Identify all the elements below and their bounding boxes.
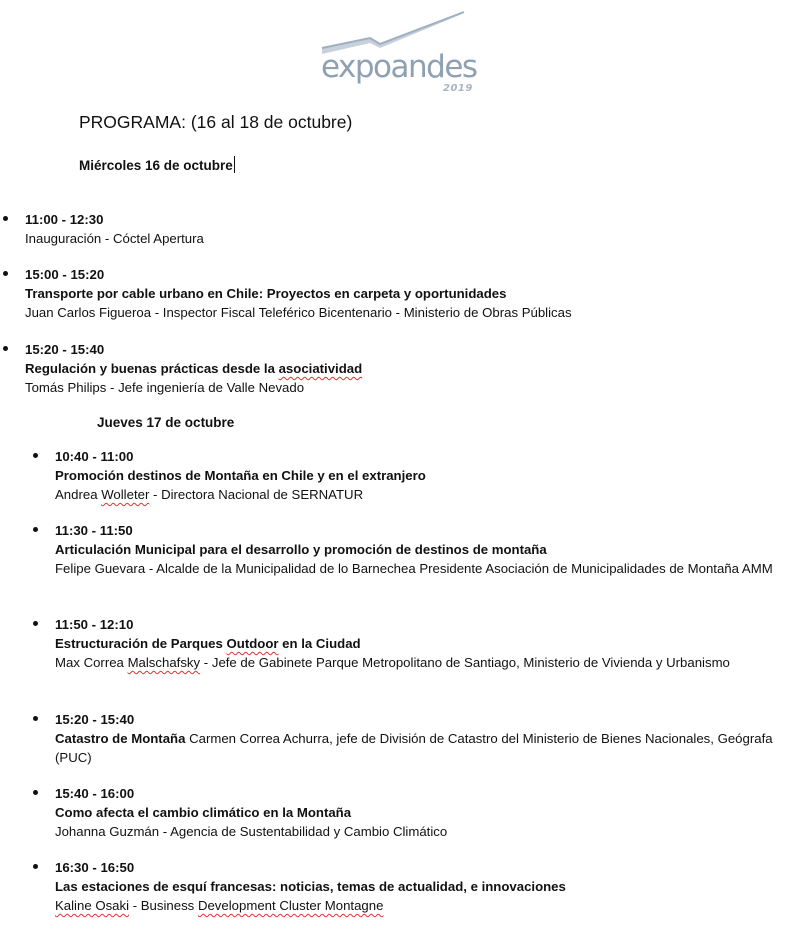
item-title: Transporte por cable urbano en Chile: Proyectos en carpeta y oportunidades xyxy=(25,286,507,301)
bullet-icon xyxy=(33,621,38,626)
bullet-icon xyxy=(3,216,8,221)
item-time: 15:20 - 15:40 xyxy=(25,342,105,357)
item-time: 10:40 - 11:00 xyxy=(55,449,134,464)
list-item xyxy=(55,784,785,841)
item-time: 15:40 - 16:00 xyxy=(55,786,135,801)
list-item xyxy=(55,521,785,578)
item-detail: Tomás Philips - Jefe ingeniería de Valle Nevado xyxy=(25,380,305,395)
item-title: Promoción destinos de Montaña en Chile y en el extranjero xyxy=(55,468,426,483)
bullet-icon xyxy=(33,716,38,721)
list-item xyxy=(25,340,785,397)
logo-wordmark: expoandes xyxy=(321,49,477,85)
list-item xyxy=(55,858,785,915)
item-time: 16:30 - 16:50 xyxy=(55,860,135,875)
item-time: 11:30 - 11:50 xyxy=(55,523,133,538)
bullet-icon xyxy=(33,790,38,795)
list-item xyxy=(25,210,785,248)
bullet-icon xyxy=(33,453,38,458)
bullet-icon xyxy=(3,346,8,351)
day-heading-wednesday: Miércoles 16 de octubre xyxy=(79,156,235,173)
item-detail: Juan Carlos Figueroa - Inspector Fiscal Teleférico Bicentenario - Ministerio de Obras Públicas xyxy=(25,305,572,320)
item-time: 11:00 - 12:30 xyxy=(25,212,104,227)
program-title: PROGRAMA: (16 al 18 de octubre) xyxy=(79,112,353,132)
logo-year: 2019 xyxy=(443,83,473,94)
item-detail: Kaline Osaki - Business Development Cluster Montagne xyxy=(55,898,384,913)
item-detail: Max Correa Malschafsky - Jefe de Gabinete Parque Metropolitano de Santiago, Ministerio de Vivienda y Urbanismo xyxy=(55,655,730,670)
item-detail: Catastro de Montaña Carmen Correa Achurra, jefe de División de Catastro del Ministerio de Bienes Nacionales, Geógrafa (PUC) xyxy=(55,731,773,765)
text-cursor xyxy=(234,156,236,173)
list-item xyxy=(55,710,785,767)
item-time: 15:20 - 15:40 xyxy=(55,712,135,727)
item-title: Las estaciones de esquí francesas: noticias, temas de actualidad, e innovaciones xyxy=(55,879,566,894)
item-title: Regulación y buenas prácticas desde la asociatividad xyxy=(25,361,363,376)
day-heading-thursday: Jueves 17 de octubre xyxy=(97,415,235,430)
item-title: Articulación Municipal para el desarrollo y promoción de destinos de montaña xyxy=(55,542,547,557)
item-detail: Felipe Guevara - Alcalde de la Municipalidad de lo Barnechea Presidente Asociación de Municipalidades de Montaña AMM xyxy=(55,561,773,576)
item-detail: Johanna Guzmán - Agencia de Sustentabilidad y Cambio Climático xyxy=(55,824,448,839)
list-item xyxy=(25,265,785,322)
item-detail: Inauguración - Cóctel Apertura xyxy=(25,231,204,246)
list-item xyxy=(55,447,785,504)
expoandes-logo xyxy=(318,8,478,94)
bullet-icon xyxy=(3,271,8,276)
item-time: 15:00 - 15:20 xyxy=(25,267,105,282)
bullet-icon xyxy=(33,864,38,869)
list-item xyxy=(55,615,785,672)
item-title: Estructuración de Parques Outdoor en la Ciudad xyxy=(55,636,361,651)
item-detail: Andrea Wolleter - Directora Nacional de SERNATUR xyxy=(55,487,364,502)
item-title: Como afecta el cambio climático en la Montaña xyxy=(55,805,352,820)
item-time: 11:50 - 12:10 xyxy=(55,617,134,632)
bullet-icon xyxy=(33,527,38,532)
